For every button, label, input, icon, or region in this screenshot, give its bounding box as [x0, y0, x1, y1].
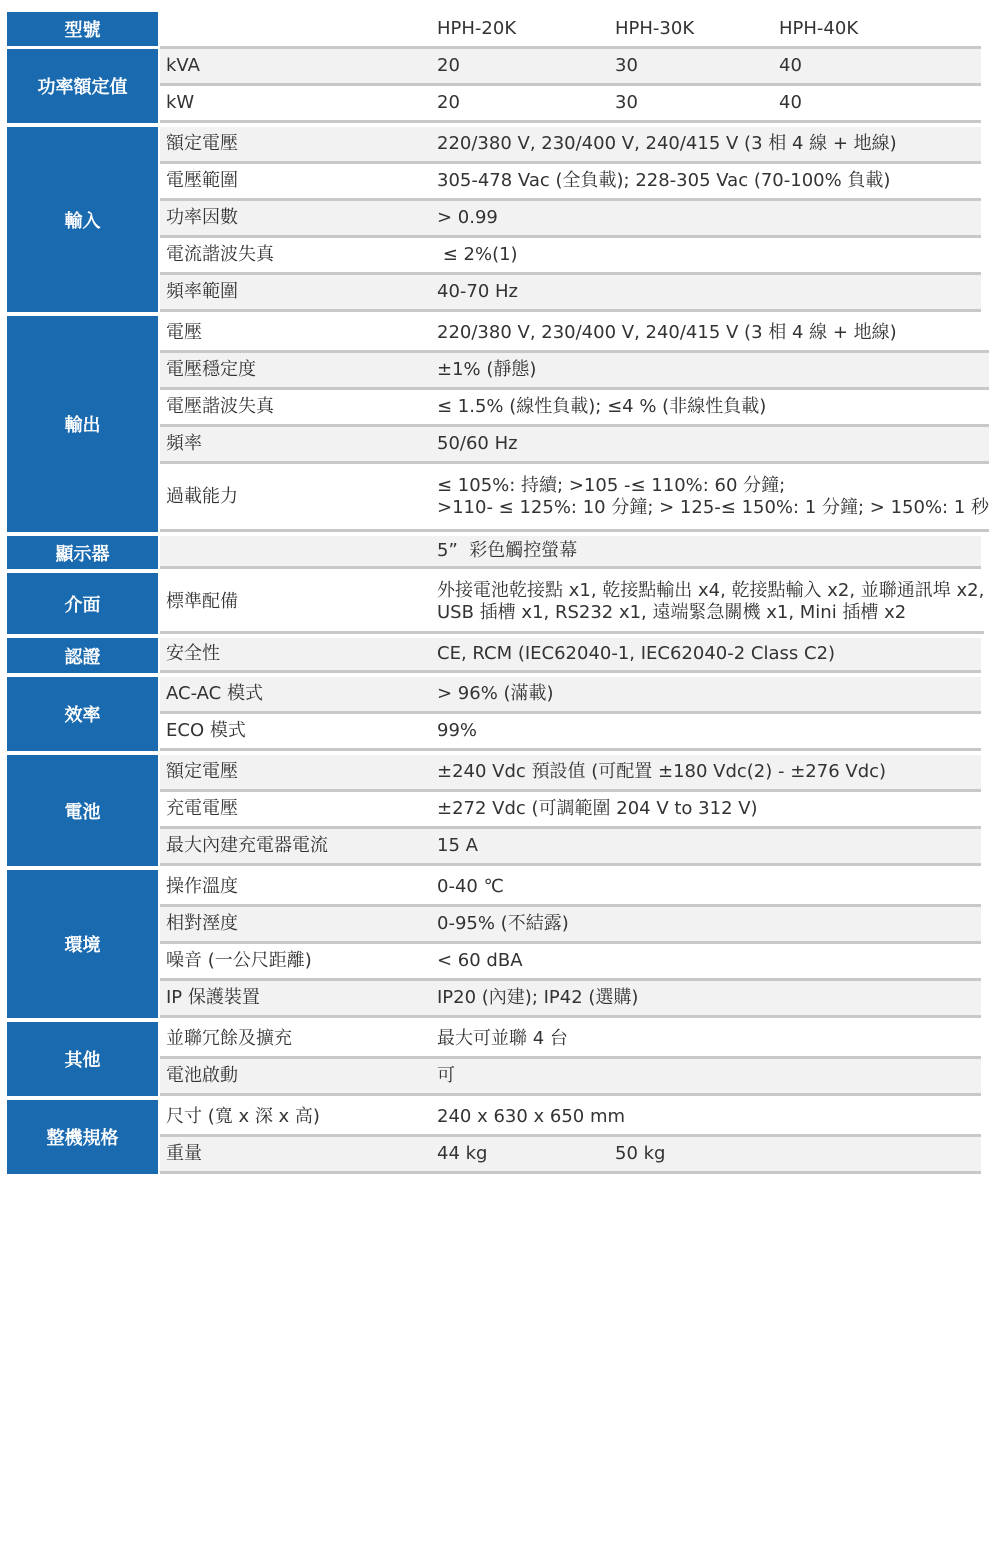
category-environment: 環境 — [7, 870, 160, 1018]
category-model: 型號 — [7, 12, 160, 46]
table-row: 重量 44 kg 50 kg — [160, 1137, 981, 1174]
table-row: 5” 彩色觸控螢幕 — [160, 536, 981, 569]
battery-group — [7, 755, 981, 870]
table-row: AC-AC 模式 > 96% (滿載) — [160, 677, 981, 714]
table-row: 功率因數 > 0.99 — [160, 201, 981, 238]
others-group — [7, 1022, 981, 1100]
model-20k: HPH-20K — [437, 18, 517, 39]
dimensions-group — [7, 1100, 981, 1174]
power-group — [7, 49, 981, 127]
input-group — [7, 127, 981, 316]
category-efficiency: 效率 — [7, 677, 160, 751]
table-row: ECO 模式 99% — [160, 714, 981, 751]
category-others: 其他 — [7, 1022, 160, 1096]
table-row: 尺寸 (寬 x 深 x 高) 240 x 630 x 650 mm — [160, 1100, 981, 1137]
table-row: 額定電壓 ±240 Vdc 預設值 (可配置 ±180 Vdc(2) - ±276 Vdc) — [160, 755, 981, 792]
table-row: 電池啟動 可 — [160, 1059, 981, 1096]
efficiency-group — [7, 677, 981, 755]
table-row: 額定電壓 220/380 V, 230/400 V, 240/415 V (3 相 4 線 + 地線) — [160, 127, 981, 164]
row-label — [160, 12, 437, 46]
table-row: 安全性 CE, RCM (IEC62040-1, IEC62040-2 Class C2) — [160, 638, 981, 673]
table-row: 電流諧波失真 ≤ 2%(1) — [160, 238, 981, 275]
table-row: 標準配備 外接電池乾接點 x1, 乾接點輸出 x4, 乾接點輸入 x2, 並聯通訊埠 x2, USB 插槽 x1, RS232 x1, 遠端緊急關機 x1, Mini 插槽 x2 — [160, 573, 984, 634]
spec-table — [7, 12, 990, 1174]
model-40k: HPH-40K — [779, 18, 859, 39]
overload-row: 過載能力 ≤ 105%: 持續; >105 -≤ 110%: 60 分鐘; >110- ≤ 125%: 10 分鐘; > 125-≤ 150%: 1 分鐘; > 150%: 1 秒 — [160, 464, 989, 532]
row-kva: kVA 20 30 40 — [160, 49, 981, 86]
model-group — [7, 12, 981, 49]
table-row: 相對溼度 0-95% (不結露) — [160, 907, 981, 944]
category-certification: 認證 — [7, 638, 160, 673]
display-group — [7, 536, 981, 573]
table-row: 電壓諧波失真 ≤ 1.5% (線性負載); ≤4 % (非線性負載) — [160, 390, 989, 427]
model-30k: HPH-30K — [615, 18, 695, 39]
category-output: 輸出 — [7, 316, 160, 532]
table-row: IP 保護裝置 IP20 (內建); IP42 (選購) — [160, 981, 981, 1018]
output-group — [7, 316, 990, 536]
table-row: 充電電壓 ±272 Vdc (可調範圍 204 V to 312 V) — [160, 792, 981, 829]
table-row: 頻率 50/60 Hz — [160, 427, 989, 464]
model-row — [160, 12, 981, 49]
table-row: 頻率範圍 40-70 Hz — [160, 275, 981, 312]
environment-group — [7, 870, 981, 1022]
table-row: 操作溫度 0-40 ℃ — [160, 870, 981, 907]
table-row: 電壓範圍 305-478 Vac (全負載); 228-305 Vac (70-100% 負載) — [160, 164, 981, 201]
category-input: 輸入 — [7, 127, 160, 312]
category-display: 顯示器 — [7, 536, 160, 569]
interface-group — [7, 573, 985, 638]
table-row: 並聯冗餘及擴充 最大可並聯 4 台 — [160, 1022, 981, 1059]
row-kw: kW 20 30 40 — [160, 86, 981, 123]
table-row: 最大內建充電器電流 15 A — [160, 829, 981, 866]
category-power: 功率額定值 — [7, 49, 160, 123]
table-row: 電壓 220/380 V, 230/400 V, 240/415 V (3 相 4 線 + 地線) — [160, 316, 989, 353]
category-interface: 介面 — [7, 573, 160, 634]
category-battery: 電池 — [7, 755, 160, 866]
table-row: 噪音 (一公尺距離) < 60 dBA — [160, 944, 981, 981]
table-row: 電壓穩定度 ±1% (靜態) — [160, 353, 989, 390]
category-dimensions: 整機規格 — [7, 1100, 160, 1174]
certification-group — [7, 638, 981, 677]
